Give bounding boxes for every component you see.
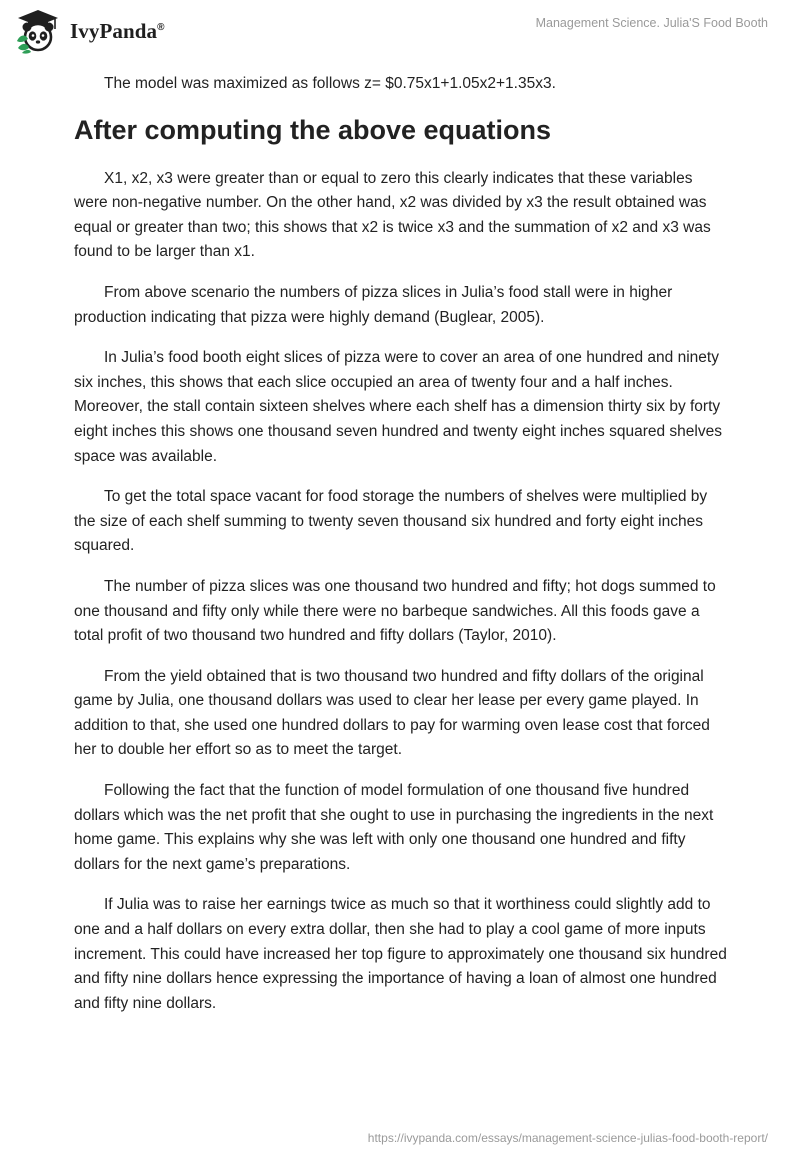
paragraph-3: In Julia’s food booth eight slices of pizza were to cover an area of one hundred and ninety six inches, this shows that each slice occupied an area of twenty four and a half inches. Moreover, the stall contain sixteen shelves where each shelf has a dimension thirty six by forty eight inches this shows one thousand seven hundred and twenty eight inches squared shelves space was available. — [74, 349, 722, 465]
intro-paragraph: The model was maximized as follows z= $0.75x1+1.05x2+1.35x3. — [104, 75, 556, 92]
panda-graduate-icon — [14, 8, 62, 54]
paragraph-8: If Julia was to raise her earnings twice as much so that it worthiness could slightly add to one and a half dollars on every extra dollar, then she had to play a cool game of more inputs increment. This could have increased her top figure to approximately one thousand six hundred and fifty nine dollars hence expressing the importance of having a loan of almost one hundred and fifty nine dollars. — [74, 896, 727, 1012]
source-url-link[interactable]: https://ivypanda.com/essays/management-science-julias-food-booth-report/ — [367, 1131, 768, 1145]
paragraph-1: X1, x2, x3 were greater than or equal to zero this clearly indicates that these variables were non-negative number. On the other hand, x2 was divided by x3 the result obtained was equal or greater than two; this shows that x2 is twice x3 and the summation of x2 and x3 was found to be larger than x1. — [74, 169, 711, 261]
ivypanda-logo[interactable] — [14, 8, 165, 54]
paragraph-7: Following the fact that the function of model formulation of one thousand five hundred dollars which was the net profit that she ought to use in purchasing the ingredients in the next home game. This explains why she was left with only one thousand one hundred and fifty dollars for the next game’s preparations. — [74, 782, 714, 873]
page-header — [0, 0, 800, 70]
article-body — [74, 72, 730, 1032]
paragraph-6: From the yield obtained that is two thousand two hundred and fifty dollars of the original game by Julia, one thousand dollars was used to clear her lease per every game played. In addition to that, she used one hundred dollars to pay for warming oven lease cost that forced her to double her effort so as to meet the target. — [74, 667, 710, 759]
registered-mark: ® — [157, 21, 165, 33]
paragraph-2: From above scenario the numbers of pizza slices in Julia’s food stall were in higher production indicating that pizza were highly demand (Buglear, 2005). — [74, 283, 673, 326]
section-heading: After computing the above equations — [74, 114, 552, 145]
paragraph-5: The number of pizza slices was one thousand two hundred and fifty; hot dogs summed to one thousand and fifty only while there were no barbeque sandwiches. All this foods gave a total profit of two thousand two hundred and fifty dollars (Taylor, 2010). — [74, 577, 716, 645]
document-title: Management Science. Julia'S Food Booth — [535, 16, 768, 30]
paragraph-4: To get the total space vacant for food storage the numbers of shelves were multiplied by the size of each shelf summing to twenty seven thousand six hundred and forty eight inches squared. — [74, 488, 708, 555]
brand-name: IvyPanda® — [70, 18, 165, 43]
